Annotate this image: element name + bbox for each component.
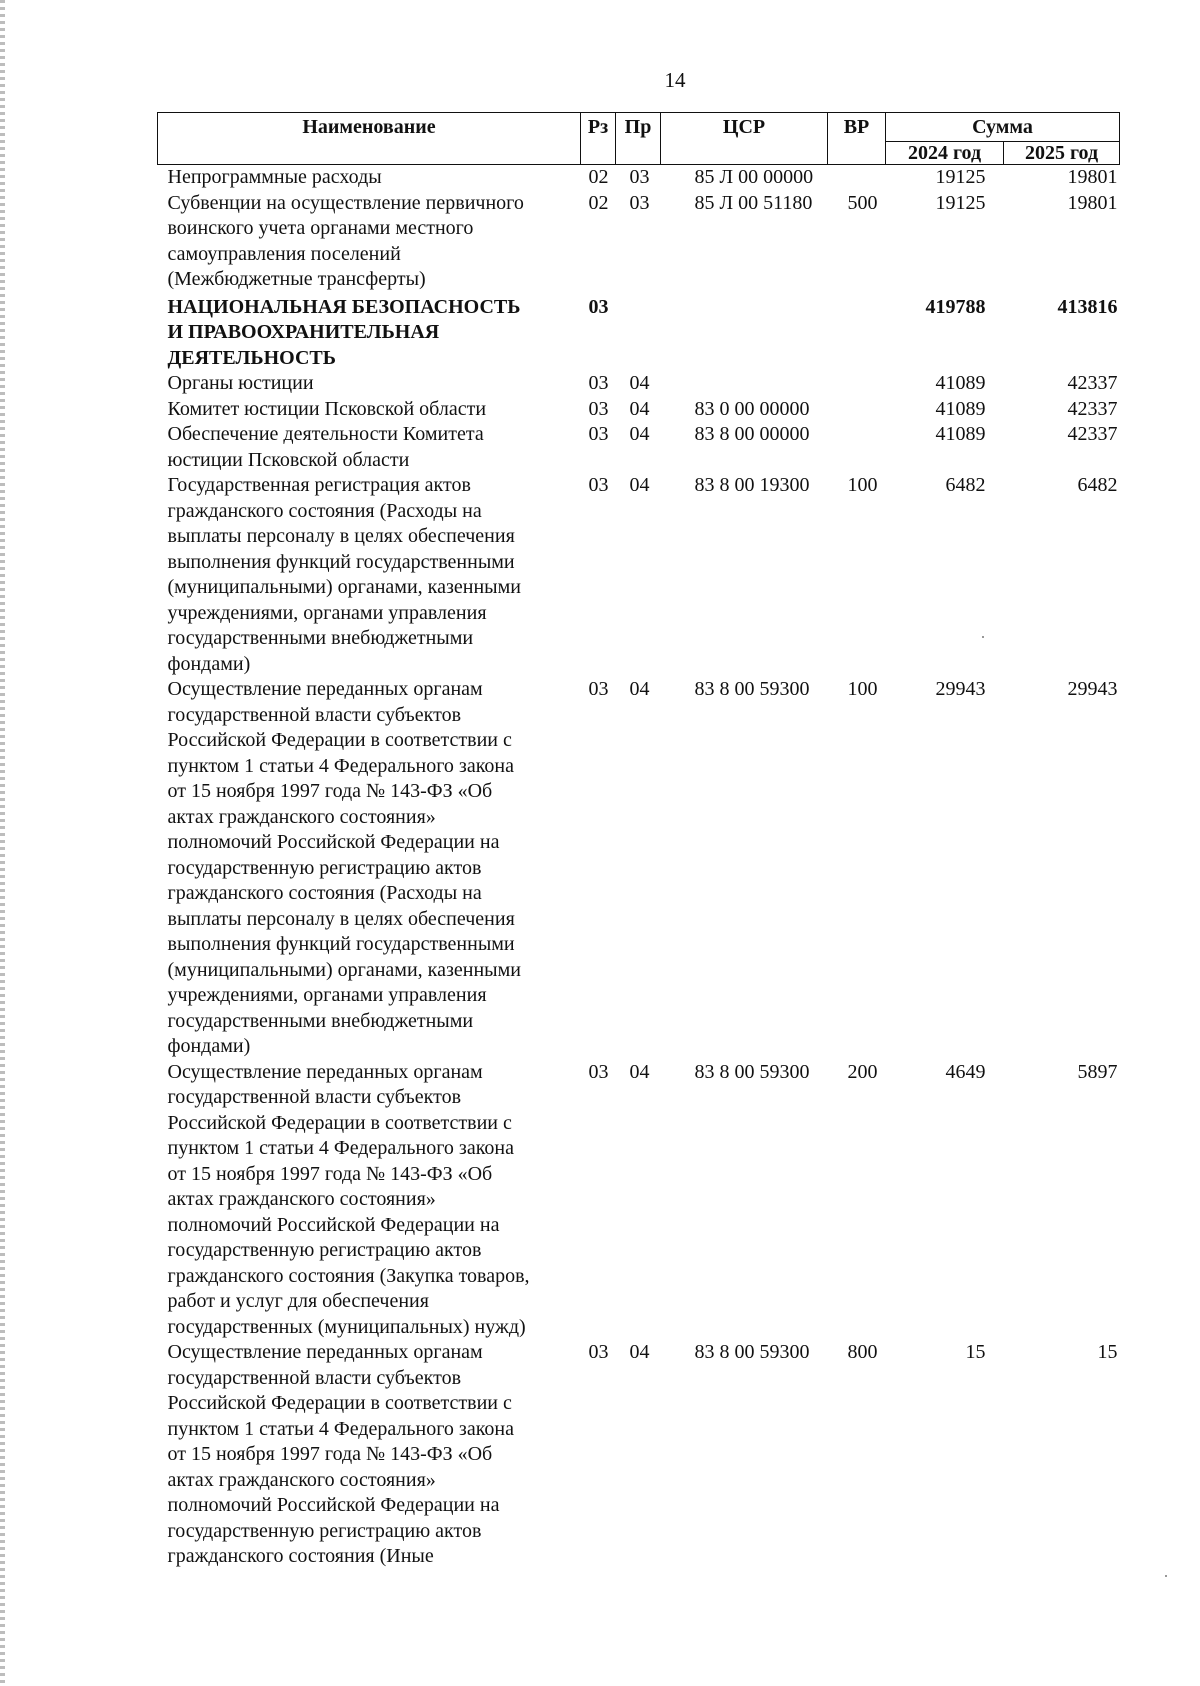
table-row	[158, 371, 1120, 397]
row-csr: 83 8 00 19300	[694, 474, 810, 496]
row-sum-2025: 5897	[1077, 1060, 1118, 1083]
row-sum-2024: 419788	[925, 295, 986, 318]
header-vr: ВР	[828, 113, 886, 165]
row-sum-2025: 19801	[1067, 191, 1118, 214]
header-year-2024: 2024 год	[886, 142, 1004, 165]
row-name: Комитет юстиции Псковской области	[167, 397, 487, 420]
row-name: Осуществление переданных органам государственной власти субъектов Российской Федерации в соответствии с пунктом 1 статьи 4 Федерального закона от 15 ноября 1997 года № 143-ФЗ «Об актах гражданского состояния» полномочий Российской Федерации на государственную регистрацию актов гражданского состояния (Закупка товаров, работ и услуг для обеспечения государственных (муниципальных) нужд)	[167, 1060, 530, 1338]
row-pr: 04	[629, 474, 650, 496]
row-csr: 83 0 00 00000	[694, 397, 810, 420]
row-name: Государственная регистрация актов гражданского состояния (Расходы на выплаты персоналу в целях обеспечения выполнения функций государственными (муниципальными) органами, казенными учреждениями, органами управления государственными внебюджетными фондами)	[167, 474, 521, 675]
row-rz: 03	[588, 1341, 609, 1363]
row-rz: 03	[588, 295, 609, 318]
header-pr: Пр	[616, 113, 661, 165]
row-pr: 04	[629, 372, 650, 394]
page-number: 14	[664, 68, 686, 92]
row-sum-2024: 6482	[945, 474, 986, 496]
row-sum-2024: 4649	[945, 1060, 986, 1083]
row-vr	[828, 293, 886, 372]
row-sum-2025: 19801	[1067, 166, 1118, 188]
table-row	[158, 473, 1120, 677]
row-vr	[828, 397, 886, 423]
row-rz: 03	[588, 423, 609, 445]
row-pr: 03	[629, 191, 650, 214]
row-csr: 83 8 00 59300	[694, 1060, 810, 1083]
table-row	[158, 165, 1120, 191]
row-rz: 03	[588, 474, 609, 496]
row-pr: 04	[629, 423, 650, 445]
row-rz: 03	[588, 678, 609, 700]
row-name: Органы юстиции	[167, 372, 314, 394]
row-vr: 200	[847, 1060, 878, 1083]
row-name: Осуществление переданных органам государственной власти субъектов Российской Федерации в соответствии с пунктом 1 статьи 4 Федерального закона от 15 ноября 1997 года № 143-ФЗ «Об актах гражданского состояния» полномочий Российской Федерации на государственную регистрацию актов гражданского состояния (Расходы на выплаты персоналу в целях обеспечения выполнения функций государственными (муниципальными) органами, казенными учреждениями, органами управления государственными внебюджетными фондами)	[167, 678, 521, 1057]
row-rz: 03	[588, 397, 609, 420]
row-sum-2025: 42337	[1067, 423, 1118, 445]
row-pr	[616, 293, 661, 372]
row-csr	[661, 371, 828, 397]
header-name: Наименование	[158, 113, 581, 165]
row-sum-2025: 6482	[1077, 474, 1118, 496]
row-name: Осуществление переданных органам государственной власти субъектов Российской Федерации в соответствии с пунктом 1 статьи 4 Федерального закона от 15 ноября 1997 года № 143-ФЗ «Об актах гражданского состояния» полномочий Российской Федерации на государственную регистрацию актов гражданского состояния (Иные	[167, 1341, 514, 1567]
scanned-page-edge	[0, 0, 5, 1686]
row-csr: 85 Л 00 51180	[694, 191, 813, 214]
table-row	[158, 422, 1120, 473]
header-csr: ЦСР	[661, 113, 828, 165]
row-csr: 83 8 00 59300	[694, 1341, 810, 1363]
row-sum-2024: 29943	[935, 678, 986, 700]
row-sum-2024: 19125	[935, 191, 986, 214]
row-name: Непрограммные расходы	[167, 166, 382, 188]
table-body	[158, 165, 1120, 1570]
header-rz: Рз	[581, 113, 616, 165]
row-name: НАЦИОНАЛЬНАЯ БЕЗОПАСНОСТЬ И ПРАВООХРАНИТЕЛЬНАЯ ДЕЯТЕЛЬНОСТЬ	[167, 295, 521, 369]
row-sum-2024: 41089	[935, 397, 986, 420]
header-year-2025: 2025 год	[1004, 142, 1120, 165]
row-name: Обеспечение деятельности Комитета юстиции Псковской области	[167, 423, 484, 471]
row-pr: 04	[629, 1341, 650, 1363]
row-vr: 100	[847, 678, 878, 700]
row-csr: 83 8 00 00000	[694, 423, 810, 445]
table-row-section	[158, 293, 1120, 372]
row-vr: 500	[847, 191, 878, 214]
row-pr: 04	[629, 1060, 650, 1083]
row-vr	[828, 165, 886, 191]
row-name: Субвенции на осуществление первичного воинского учета органами местного самоуправления поселений (Межбюджетные трансферты)	[167, 191, 524, 290]
row-vr	[828, 422, 886, 473]
row-rz: 02	[588, 166, 609, 188]
row-sum-2024: 19125	[935, 166, 986, 188]
row-rz: 02	[588, 191, 609, 214]
row-csr: 85 Л 00 00000	[694, 166, 814, 188]
header-sum: Сумма	[886, 113, 1120, 142]
table-row	[158, 1060, 1120, 1341]
row-pr: 04	[629, 678, 650, 700]
table-row	[158, 397, 1120, 423]
table-header	[158, 113, 1120, 165]
row-sum-2024: 41089	[935, 423, 986, 445]
row-sum-2025: 413816	[1057, 295, 1118, 318]
row-pr: 03	[629, 166, 650, 188]
row-csr	[661, 293, 828, 372]
budget-table-container	[157, 112, 1119, 1570]
scan-speck	[1165, 1575, 1167, 1577]
row-sum-2025: 42337	[1067, 397, 1118, 420]
row-sum-2025: 15	[1097, 1341, 1118, 1363]
table-row	[158, 677, 1120, 1060]
row-sum-2025: 29943	[1067, 678, 1118, 700]
row-rz: 03	[588, 1060, 609, 1083]
budget-table	[157, 112, 1120, 1570]
row-sum-2025: 42337	[1067, 372, 1118, 394]
row-pr: 04	[629, 397, 650, 420]
row-vr	[828, 371, 886, 397]
row-csr: 83 8 00 59300	[694, 678, 810, 700]
table-row	[158, 191, 1120, 293]
row-vr: 100	[847, 474, 878, 496]
table-row	[158, 1340, 1120, 1570]
row-sum-2024: 15	[965, 1341, 986, 1363]
row-rz: 03	[588, 372, 609, 394]
row-sum-2024: 41089	[935, 372, 986, 394]
row-vr: 800	[847, 1341, 878, 1363]
